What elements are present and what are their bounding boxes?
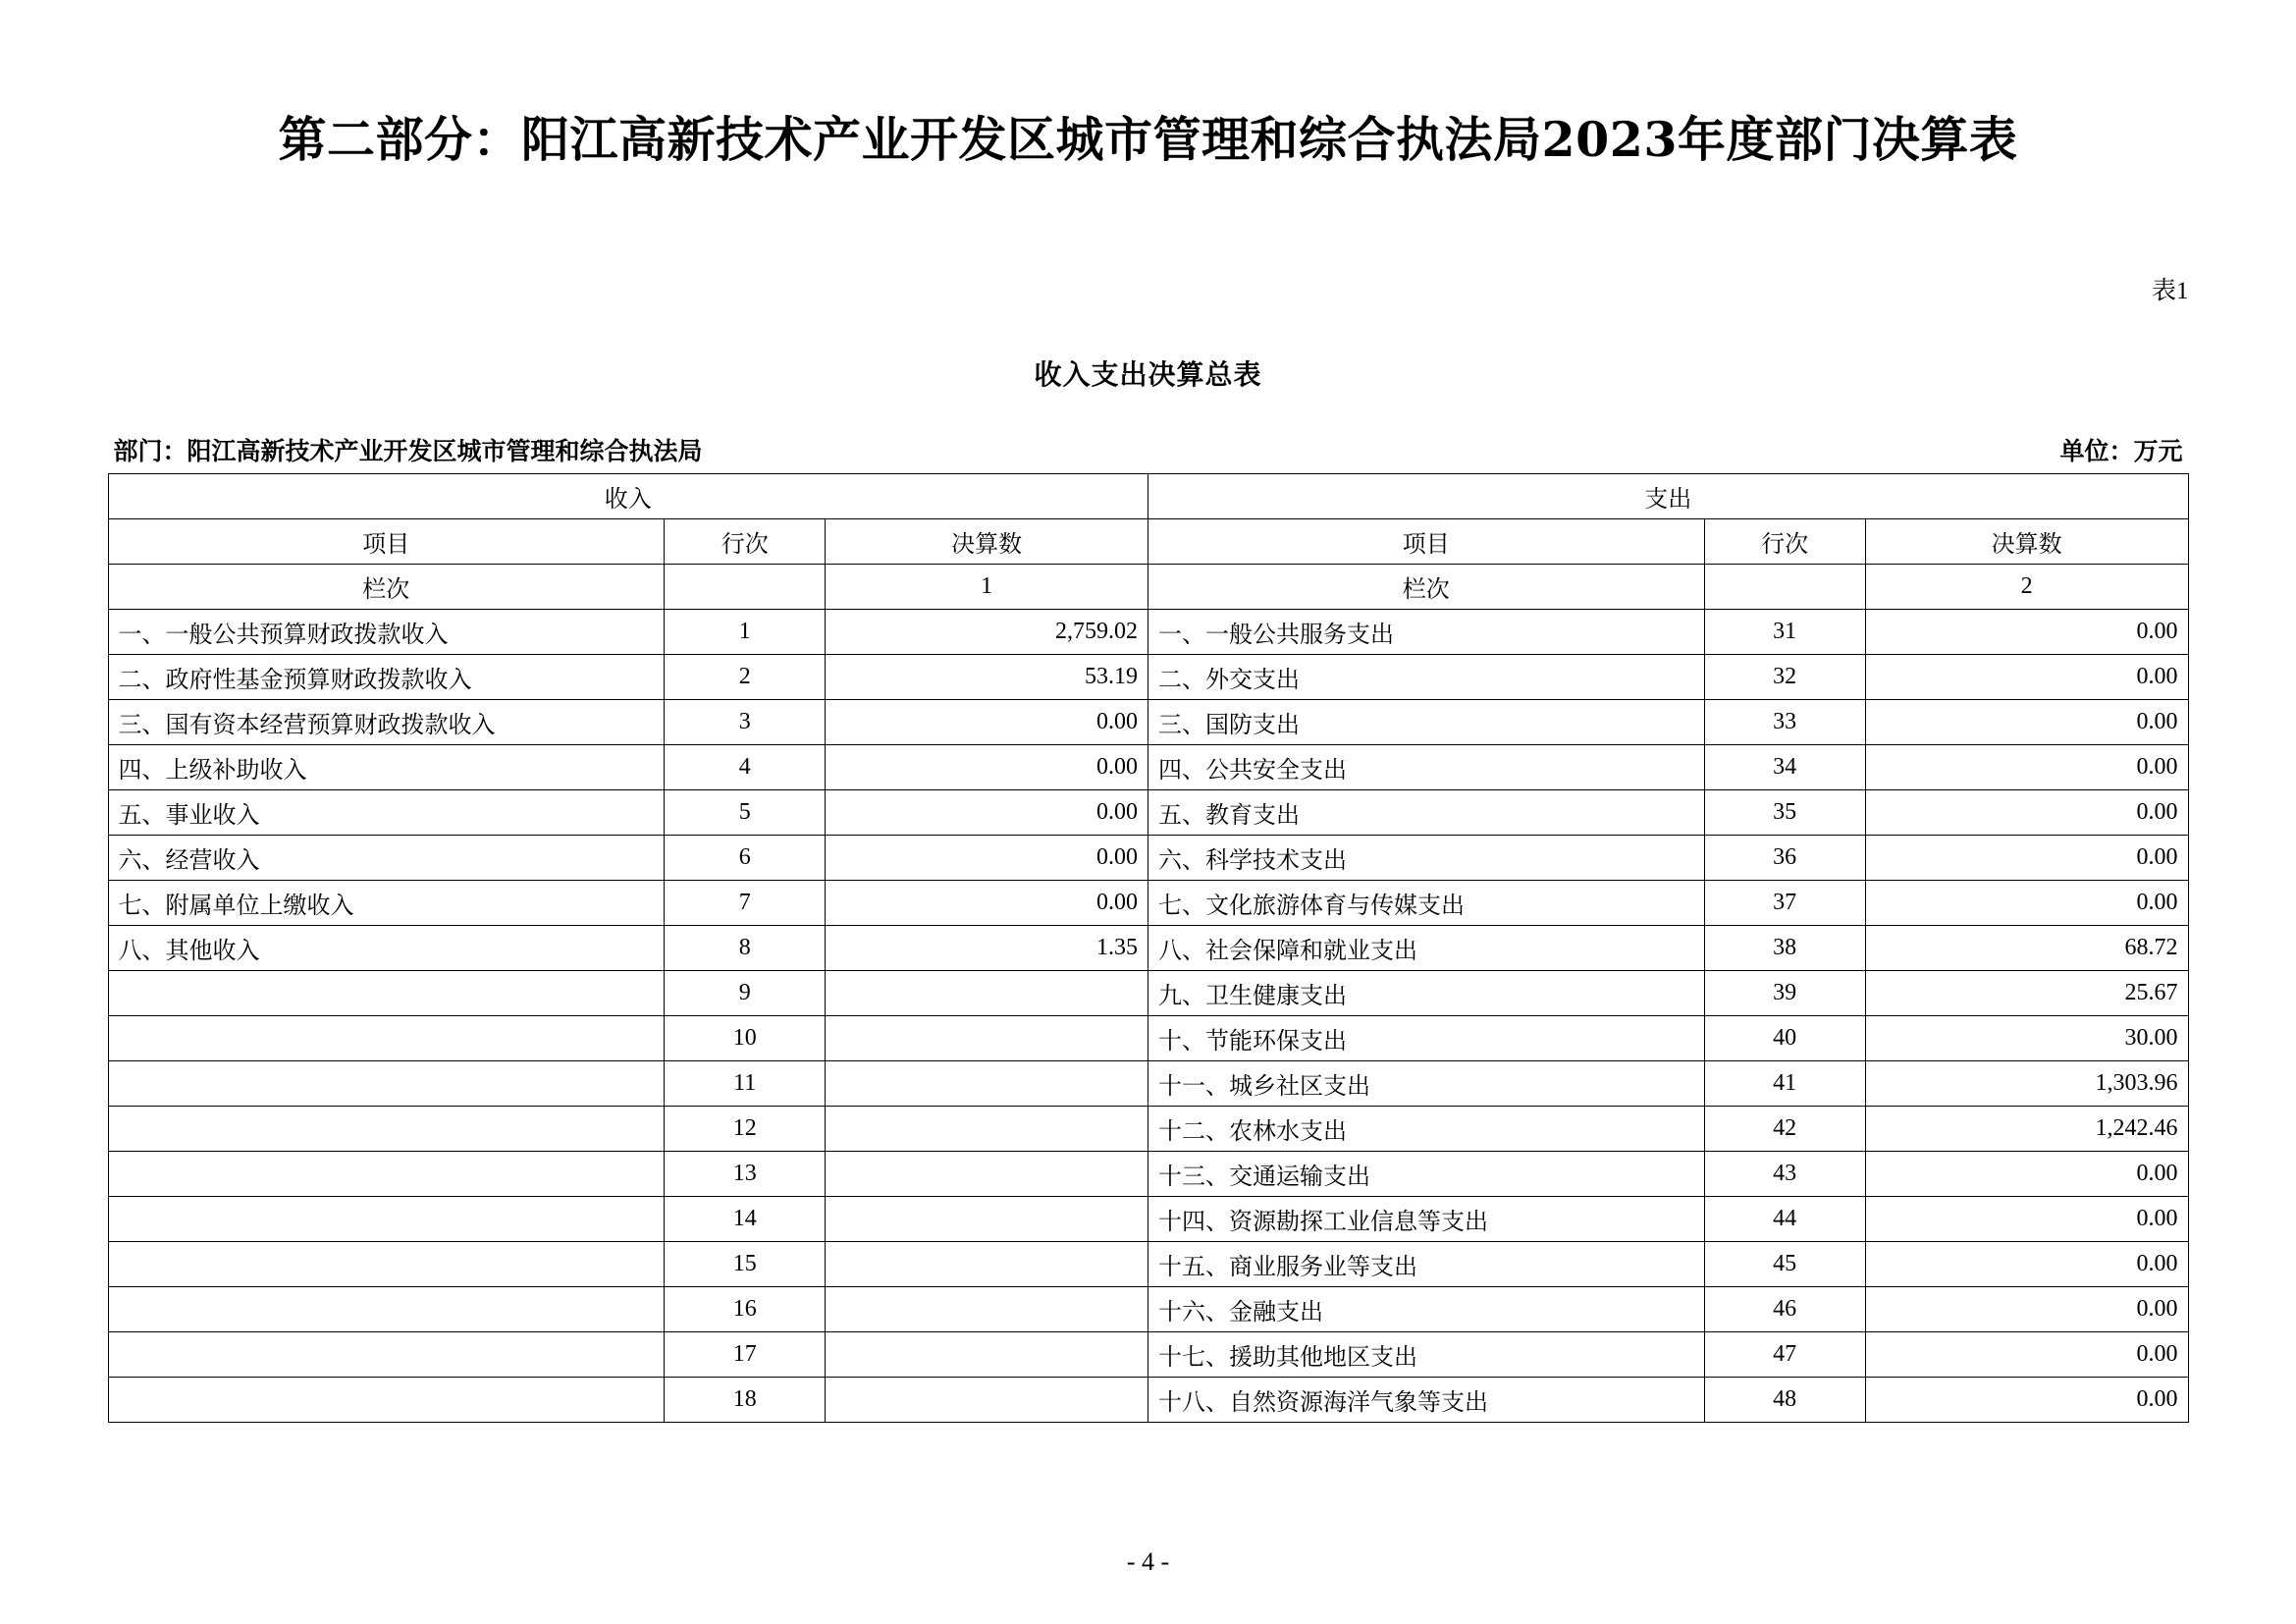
cell-income-amount <box>826 1331 1148 1377</box>
table-row <box>108 1286 2188 1331</box>
cell-exp-amount: 0.00 <box>1865 1377 2188 1422</box>
cell-exp-item: 四、公共安全支出 <box>1148 744 1704 789</box>
cell-income-item <box>108 1015 665 1060</box>
cell-income-amount <box>826 1015 1148 1060</box>
cell-income-item: 二、政府性基金预算财政拨款收入 <box>108 654 665 699</box>
table-row <box>108 1015 2188 1060</box>
subheader-income-line <box>665 564 826 609</box>
cell-exp-line: 40 <box>1704 1015 1865 1060</box>
cell-exp-line: 44 <box>1704 1196 1865 1241</box>
table-subheader-row <box>108 564 2188 609</box>
cell-income-item <box>108 1377 665 1422</box>
table-row <box>108 925 2188 970</box>
cell-income-line: 10 <box>665 1015 826 1060</box>
cell-income-line: 18 <box>665 1377 826 1422</box>
cell-exp-item: 十八、自然资源海洋气象等支出 <box>1148 1377 1704 1422</box>
cell-income-line: 6 <box>665 835 826 880</box>
cell-exp-item: 十、节能环保支出 <box>1148 1015 1704 1060</box>
table-row <box>108 744 2188 789</box>
cell-exp-line: 47 <box>1704 1331 1865 1377</box>
cell-exp-item: 八、社会保障和就业支出 <box>1148 925 1704 970</box>
table-row <box>108 1196 2188 1241</box>
cell-income-amount: 0.00 <box>826 835 1148 880</box>
cell-income-item: 五、事业收入 <box>108 789 665 835</box>
cell-income-amount <box>826 1196 1148 1241</box>
cell-income-item <box>108 1151 665 1196</box>
cell-income-line: 3 <box>665 699 826 744</box>
subheader-exp-line <box>1704 564 1865 609</box>
cell-income-line: 5 <box>665 789 826 835</box>
cell-exp-item: 五、教育支出 <box>1148 789 1704 835</box>
cell-exp-item: 三、国防支出 <box>1148 699 1704 744</box>
cell-income-item <box>108 1286 665 1331</box>
table-row <box>108 1241 2188 1286</box>
cell-income-item: 八、其他收入 <box>108 925 665 970</box>
cell-income-line: 4 <box>665 744 826 789</box>
cell-exp-line: 33 <box>1704 699 1865 744</box>
cell-exp-item: 六、科学技术支出 <box>1148 835 1704 880</box>
cell-income-item: 一、一般公共预算财政拨款收入 <box>108 609 665 654</box>
cell-income-line: 11 <box>665 1060 826 1106</box>
cell-income-amount: 0.00 <box>826 880 1148 925</box>
cell-income-amount <box>826 1241 1148 1286</box>
column-header-income-item: 项目 <box>108 518 665 564</box>
cell-exp-line: 38 <box>1704 925 1865 970</box>
table-row <box>108 1377 2188 1422</box>
cell-exp-line: 32 <box>1704 654 1865 699</box>
cell-income-line: 12 <box>665 1106 826 1151</box>
cell-income-amount: 0.00 <box>826 789 1148 835</box>
page-title: 第二部分：阳江高新技术产业开发区城市管理和综合执法局2023年度部门决算表 <box>278 111 2018 168</box>
subheader-income-label: 栏次 <box>108 564 665 609</box>
column-header-exp-line: 行次 <box>1704 518 1865 564</box>
table-row <box>108 1151 2188 1196</box>
cell-exp-item: 十四、资源勘探工业信息等支出 <box>1148 1196 1704 1241</box>
group-header-expenditure: 支出 <box>1148 473 2188 518</box>
cell-exp-amount: 0.00 <box>1865 1286 2188 1331</box>
table-row <box>108 609 2188 654</box>
column-header-exp-item: 项目 <box>1148 518 1704 564</box>
cell-income-item: 六、经营收入 <box>108 835 665 880</box>
subheader-exp-label: 栏次 <box>1148 564 1704 609</box>
cell-exp-amount: 0.00 <box>1865 835 2188 880</box>
cell-exp-amount: 68.72 <box>1865 925 2188 970</box>
unit-label: 单位：万元 <box>2059 438 2183 465</box>
table-row <box>108 1060 2188 1106</box>
cell-income-item <box>108 1331 665 1377</box>
cell-income-line: 8 <box>665 925 826 970</box>
cell-exp-line: 36 <box>1704 835 1865 880</box>
cell-exp-line: 41 <box>1704 1060 1865 1106</box>
cell-income-item: 七、附属单位上缴收入 <box>108 880 665 925</box>
table-row <box>108 789 2188 835</box>
cell-income-amount: 2,759.02 <box>826 609 1148 654</box>
cell-exp-line: 34 <box>1704 744 1865 789</box>
cell-exp-item: 十七、援助其他地区支出 <box>1148 1331 1704 1377</box>
cell-income-line: 2 <box>665 654 826 699</box>
cell-income-line: 7 <box>665 880 826 925</box>
cell-exp-amount: 1,242.46 <box>1865 1106 2188 1151</box>
cell-exp-line: 39 <box>1704 970 1865 1015</box>
cell-exp-amount: 25.67 <box>1865 970 2188 1015</box>
column-header-exp-amount: 决算数 <box>1865 518 2188 564</box>
cell-income-item <box>108 1106 665 1151</box>
cell-exp-amount: 30.00 <box>1865 1015 2188 1060</box>
cell-exp-item: 九、卫生健康支出 <box>1148 970 1704 1015</box>
cell-income-amount <box>826 1106 1148 1151</box>
cell-income-line: 17 <box>665 1331 826 1377</box>
cell-income-item: 三、国有资本经营预算财政拨款收入 <box>108 699 665 744</box>
table-column-header-row <box>108 518 2188 564</box>
cell-exp-item: 十三、交通运输支出 <box>1148 1151 1704 1196</box>
cell-exp-amount: 0.00 <box>1865 1331 2188 1377</box>
cell-income-amount <box>826 1151 1148 1196</box>
cell-exp-line: 48 <box>1704 1377 1865 1422</box>
column-header-income-line: 行次 <box>665 518 826 564</box>
cell-income-amount: 53.19 <box>826 654 1148 699</box>
table-meta-row <box>108 432 2189 467</box>
table-group-header-row <box>108 473 2188 518</box>
cell-exp-item: 十二、农林水支出 <box>1148 1106 1704 1151</box>
table-row <box>108 970 2188 1015</box>
cell-exp-amount: 0.00 <box>1865 1196 2188 1241</box>
cell-exp-amount: 0.00 <box>1865 880 2188 925</box>
cell-income-item <box>108 1060 665 1106</box>
cell-exp-item: 一、一般公共服务支出 <box>1148 609 1704 654</box>
cell-income-line: 16 <box>665 1286 826 1331</box>
cell-exp-amount: 1,303.96 <box>1865 1060 2188 1106</box>
cell-income-item <box>108 1196 665 1241</box>
cell-income-line: 13 <box>665 1151 826 1196</box>
cell-exp-item: 七、文化旅游体育与传媒支出 <box>1148 880 1704 925</box>
cell-income-amount <box>826 1286 1148 1331</box>
cell-exp-line: 31 <box>1704 609 1865 654</box>
cell-exp-line: 45 <box>1704 1241 1865 1286</box>
cell-exp-amount: 0.00 <box>1865 609 2188 654</box>
cell-exp-amount: 0.00 <box>1865 699 2188 744</box>
cell-exp-item: 十一、城乡社区支出 <box>1148 1060 1704 1106</box>
table-row <box>108 654 2188 699</box>
cell-exp-line: 35 <box>1704 789 1865 835</box>
cell-exp-amount: 0.00 <box>1865 744 2188 789</box>
cell-income-amount <box>826 1060 1148 1106</box>
table-row <box>108 1106 2188 1151</box>
cell-exp-amount: 0.00 <box>1865 1241 2188 1286</box>
cell-income-line: 1 <box>665 609 826 654</box>
sheet-title: 收入支出决算总表 <box>1034 359 1262 391</box>
table-row <box>108 880 2188 925</box>
cell-exp-line: 37 <box>1704 880 1865 925</box>
table-row <box>108 1331 2188 1377</box>
department-label: 部门：阳江高新技术产业开发区城市管理和综合执法局 <box>113 438 703 465</box>
subheader-exp-number: 2 <box>1865 564 2188 609</box>
cell-income-amount: 0.00 <box>826 699 1148 744</box>
cell-exp-line: 43 <box>1704 1151 1865 1196</box>
cell-income-amount: 1.35 <box>826 925 1148 970</box>
cell-exp-line: 46 <box>1704 1286 1865 1331</box>
cell-exp-amount: 0.00 <box>1865 654 2188 699</box>
income-expenditure-table <box>108 473 2189 1423</box>
table-index-label: 表1 <box>2151 277 2189 304</box>
cell-exp-item: 十五、商业服务业等支出 <box>1148 1241 1704 1286</box>
cell-income-item <box>108 1241 665 1286</box>
cell-exp-item: 二、外交支出 <box>1148 654 1704 699</box>
cell-income-line: 9 <box>665 970 826 1015</box>
cell-income-amount <box>826 970 1148 1015</box>
cell-income-item: 四、上级补助收入 <box>108 744 665 789</box>
page-number: - 4 - <box>1126 1547 1170 1576</box>
cell-exp-item: 十六、金融支出 <box>1148 1286 1704 1331</box>
cell-income-item <box>108 970 665 1015</box>
group-header-income: 收入 <box>108 473 1148 518</box>
table-row <box>108 835 2188 880</box>
cell-exp-line: 42 <box>1704 1106 1865 1151</box>
cell-income-line: 14 <box>665 1196 826 1241</box>
subheader-income-number: 1 <box>826 564 1148 609</box>
column-header-income-amount: 决算数 <box>826 518 1148 564</box>
cell-exp-amount: 0.00 <box>1865 789 2188 835</box>
table-row <box>108 699 2188 744</box>
cell-exp-amount: 0.00 <box>1865 1151 2188 1196</box>
cell-income-amount <box>826 1377 1148 1422</box>
cell-income-line: 15 <box>665 1241 826 1286</box>
cell-income-amount: 0.00 <box>826 744 1148 789</box>
